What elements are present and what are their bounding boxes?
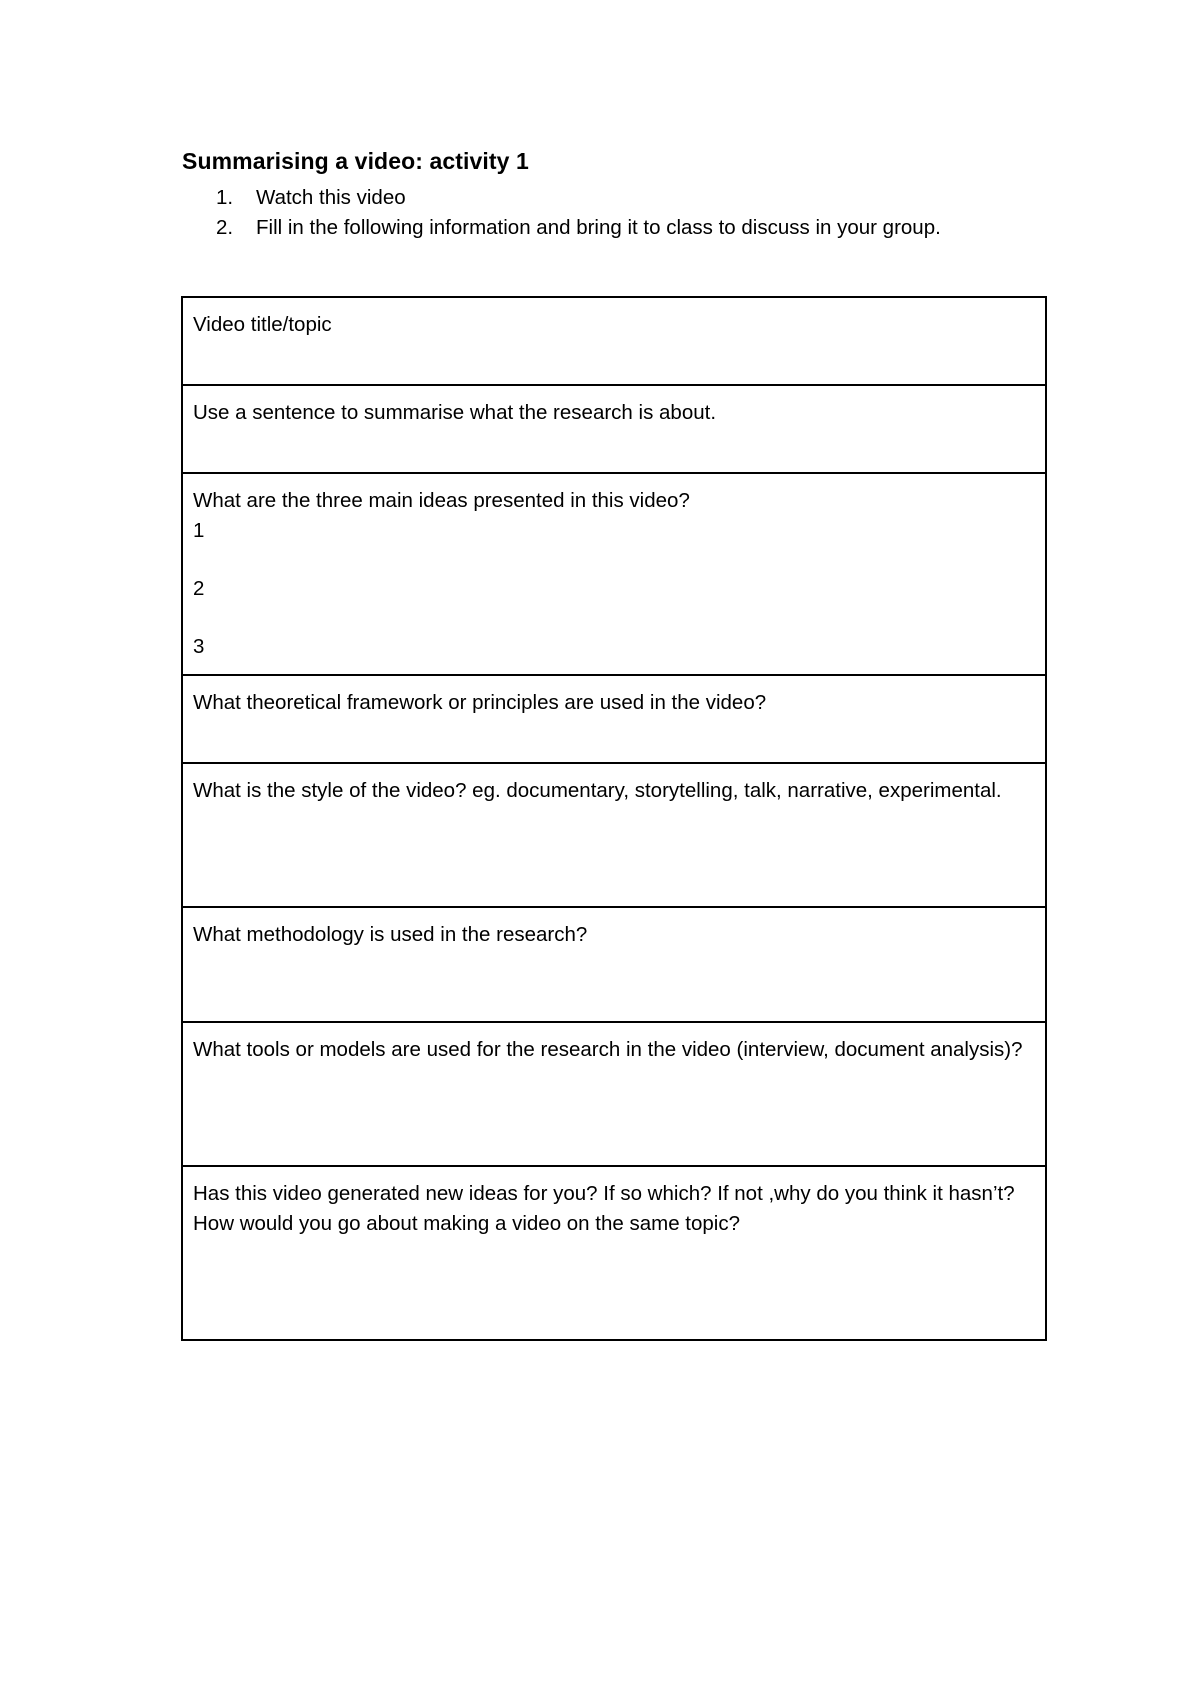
instruction-step [214, 213, 941, 243]
page-title: Summarising a video: activity 1 [182, 148, 529, 174]
answer-cell-methodology[interactable] [182, 907, 1046, 1022]
answer-cell-main-ideas[interactable] [182, 473, 1046, 675]
answer-cell-new-ideas[interactable] [182, 1166, 1046, 1340]
prompt-new-ideas: Has this video generated new ideas for you? If so which? If not ,why do you think it hasn’t? How would you go about making a video on the same topic? [193, 1182, 1015, 1235]
table-row [182, 675, 1046, 763]
prompt-style: What is the style of the video? eg. documentary, storytelling, talk, narrative, experimental. [193, 779, 1002, 802]
idea-number: 1 [193, 519, 205, 542]
table-row [182, 297, 1046, 385]
instruction-step [214, 183, 941, 213]
answer-cell-video-title[interactable] [182, 297, 1046, 385]
table-row [182, 385, 1046, 473]
prompt-methodology: What methodology is used in the research? [193, 923, 588, 946]
worksheet-table [181, 296, 1047, 1341]
answer-cell-tools[interactable] [182, 1022, 1046, 1166]
idea-number: 3 [193, 635, 205, 658]
step-text: Watch this video [256, 186, 406, 209]
table-row [182, 473, 1046, 675]
prompt-summary: Use a sentence to summarise what the research is about. [193, 401, 717, 424]
step-text: Fill in the following information and bring it to class to discuss in your group. [256, 215, 941, 239]
table-row [182, 763, 1046, 907]
answer-cell-framework[interactable] [182, 675, 1046, 763]
prompt-main-ideas: What are the three main ideas presented in this video? [193, 489, 690, 512]
idea-number: 2 [193, 577, 205, 600]
step-number: 1. [216, 186, 234, 209]
prompt-framework: What theoretical framework or principles are used in the video? [193, 691, 767, 714]
table-row [182, 1022, 1046, 1166]
answer-cell-summary[interactable] [182, 385, 1046, 473]
table-row [182, 1166, 1046, 1340]
answer-cell-style[interactable] [182, 763, 1046, 907]
prompt-video-title: Video title/topic [193, 313, 332, 336]
step-number: 2. [216, 215, 234, 239]
instructions-list [214, 183, 941, 242]
table-row [182, 907, 1046, 1022]
prompt-tools: What tools or models are used for the research in the video (interview, document analysis)? [193, 1038, 1023, 1061]
